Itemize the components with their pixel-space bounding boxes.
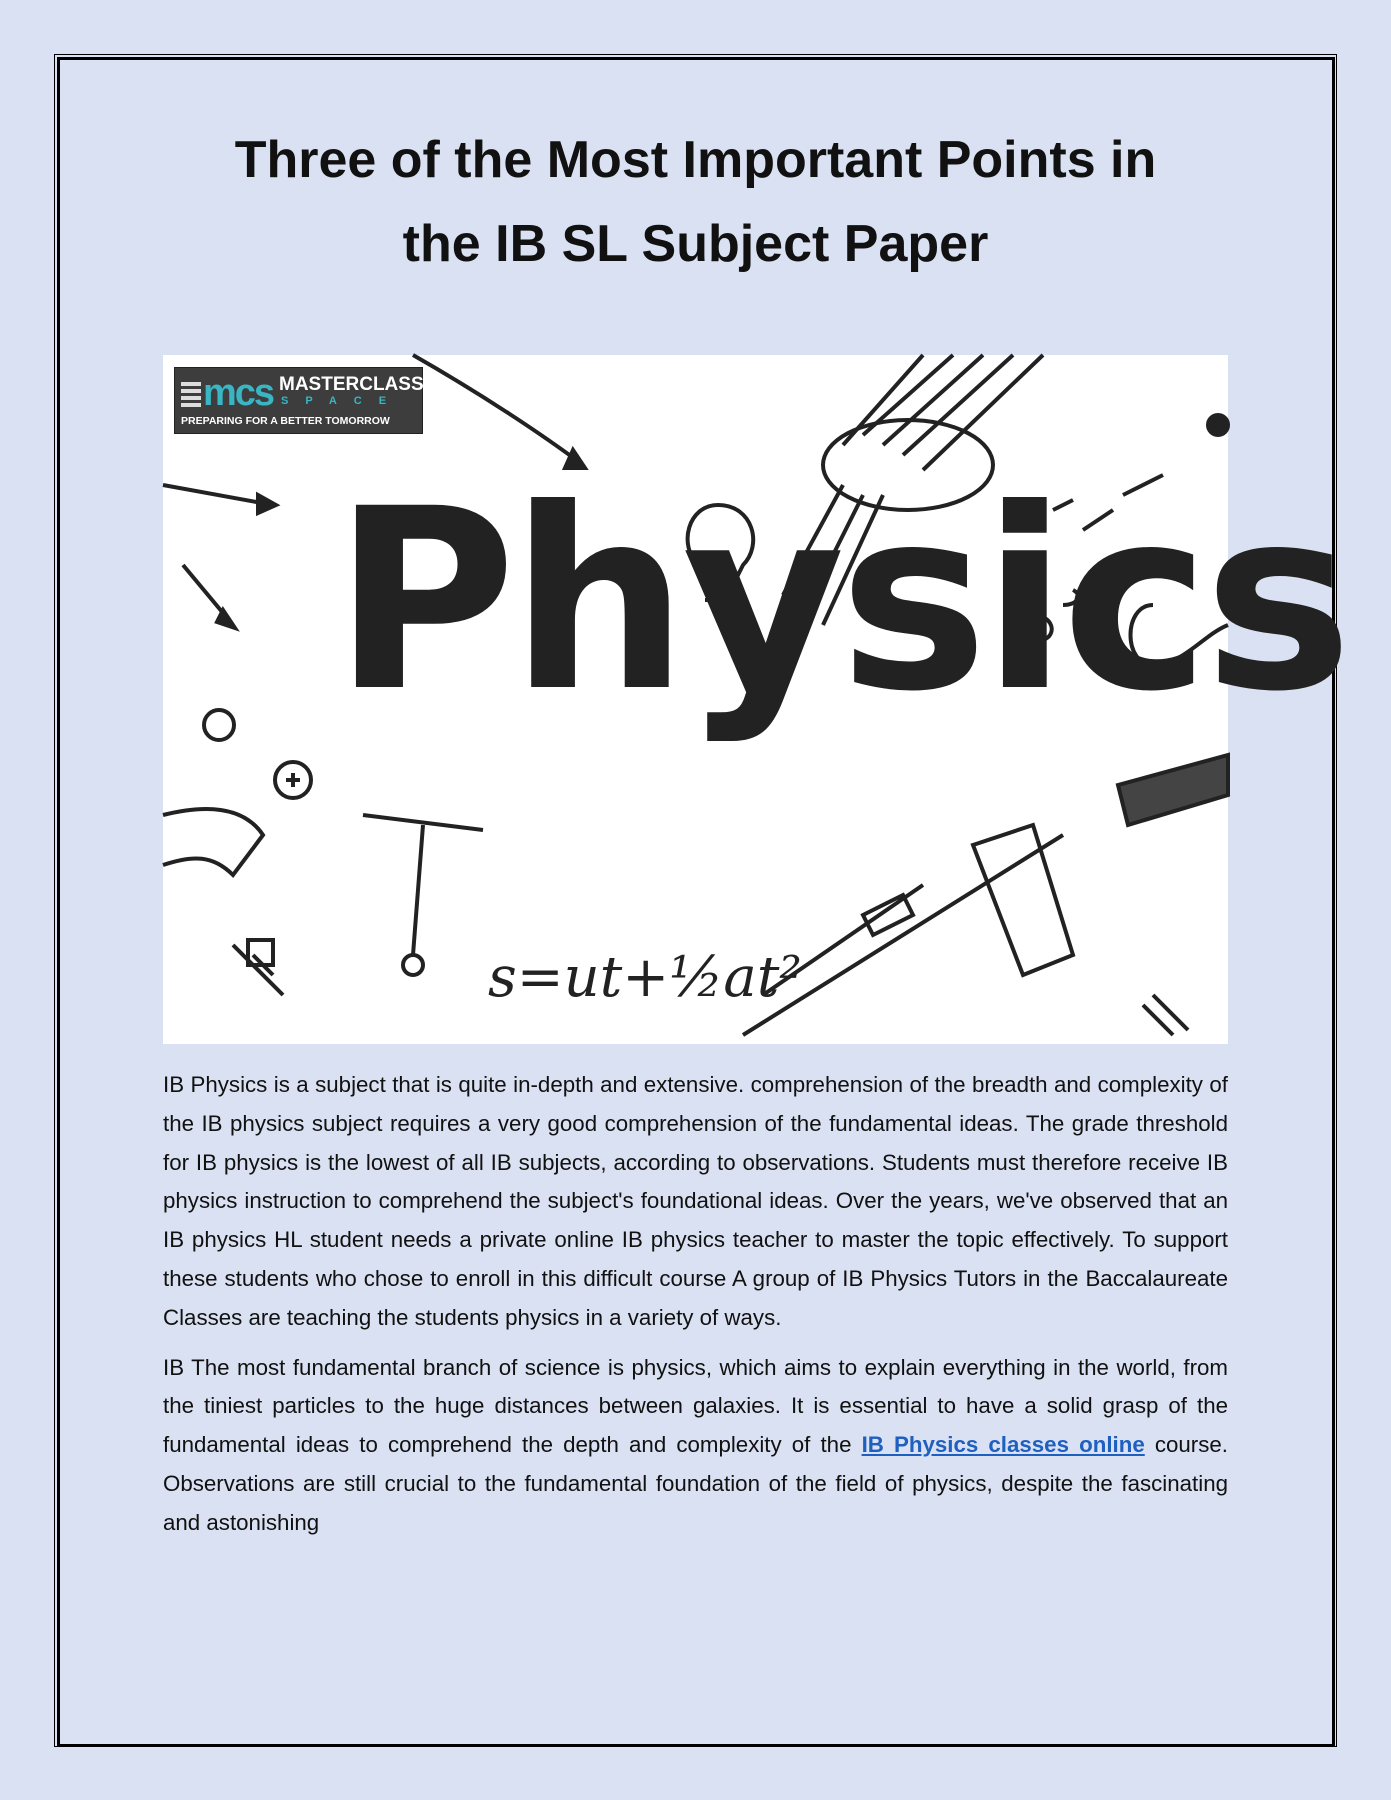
- logo-bars-icon: [181, 382, 201, 408]
- ib-physics-classes-link[interactable]: IB Physics classes online: [861, 1432, 1145, 1458]
- kinematics-equation: s=ut+½at²: [488, 945, 802, 1010]
- document-title: [100, 118, 1291, 286]
- title-line-1: Three of the Most Important Points in: [234, 131, 1157, 189]
- masterclass-space-logo: [174, 367, 423, 434]
- title-line-2: the IB SL Subject Paper: [402, 215, 989, 273]
- document-body: [163, 1066, 1228, 1554]
- paragraph-2: [163, 1349, 1228, 1543]
- physics-word: Physics: [333, 455, 1347, 746]
- paragraph-2-text-b: course. Observations are still crucial to the fundamental foundation of the field of physics, despite the fascinating and astonishing: [163, 1432, 1228, 1535]
- logo-name: MASTERCLASS: [279, 374, 424, 395]
- logo-sub: SPACE: [281, 395, 404, 407]
- paragraph-1: IB Physics is a subject that is quite in-depth and extensive. comprehension of the breadth and complexity of the IB physics subject requires a very good comprehension of the fundamental ideas. The grade threshold for IB physics is the lowest of all IB subjects, according to observations. Students must therefore receive IB physics instruction to comprehend the subject's foundational ideas. Over the years, we've observed that an IB physics HL student needs a private online IB physics teacher to master the topic effectively. To support these students who chose to enroll in this difficult course A group of IB Physics Tutors in the Baccalaureate Classes are teaching the students physics in a variety of ways.: [163, 1072, 1228, 1330]
- logo-tagline: PREPARING FOR A BETTER TOMORROW: [181, 415, 390, 427]
- paragraph-2-text-a: IB The most fundamental branch of science is physics, which aims to explain everything in the world, from the tiniest particles to the huge distances between galaxies. It is essential to have a solid grasp of the fundamental ideas to comprehend the depth and complexity of the: [163, 1354, 1228, 1458]
- physics-illustration: [163, 355, 1347, 1044]
- logo-mark: mcs: [203, 372, 274, 414]
